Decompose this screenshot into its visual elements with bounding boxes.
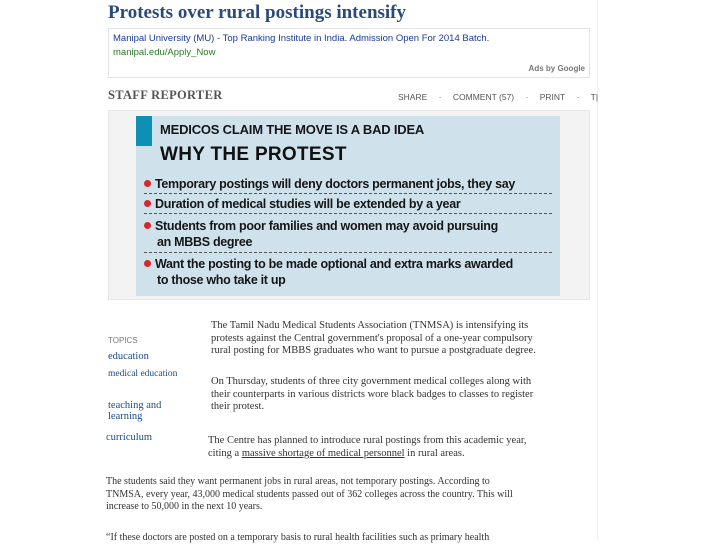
article-paragraph-partial: “If these doctors are posted on a temporary basis to rural health facilities such as primary health bbox=[106, 532, 490, 543]
infographic-title: WHY THE PROTEST bbox=[160, 144, 347, 165]
page-divider-line bbox=[597, 0, 598, 540]
article-headline: Protests over rural postings intensify bbox=[108, 2, 407, 23]
separator-dot: · bbox=[576, 92, 580, 102]
topic-link-education[interactable]: education bbox=[108, 351, 149, 362]
separator-dot: · bbox=[438, 92, 442, 102]
google-ad-banner[interactable] bbox=[108, 28, 590, 78]
protest-reason-item: Students from poor families and women may avoid pursuing an MBBS degree bbox=[144, 218, 554, 250]
dashed-separator bbox=[144, 213, 552, 214]
article-paragraph: The Centre has planned to introduce rural postings from this academic year, citing a massive shortage of medical personnel in rural areas. bbox=[208, 435, 527, 459]
share-link[interactable]: SHARE bbox=[398, 92, 428, 102]
inline-article-link[interactable]: massive shortage of medical personnel bbox=[241, 447, 405, 459]
topics-heading: TOPICS bbox=[108, 336, 138, 345]
separator-dot: · bbox=[525, 92, 529, 102]
topic-link-teaching-and-learning[interactable]: learning bbox=[108, 411, 143, 422]
dashed-separator bbox=[144, 193, 552, 194]
bullet-icon bbox=[144, 200, 151, 207]
article-paragraph: The students said they want permanent jobs in rural areas, not temporary postings. According to TNMSA, every year, 43,000 medical students passed out of 362 colleges across the country. This will increase to 50,000 in the next 10 years. bbox=[106, 476, 513, 513]
text-size-link[interactable]: T| bbox=[590, 92, 599, 102]
print-link[interactable]: PRINT bbox=[539, 92, 566, 102]
protest-reason-item: Temporary postings will deny doctors permanent jobs, they say bbox=[144, 176, 554, 192]
byline: STAFF REPORTER bbox=[108, 88, 223, 102]
article-paragraph: On Thursday, students of three city government medical colleges along with their counterparts in various districts wore black badges to classes to register their protest. bbox=[211, 376, 534, 413]
bullet-icon bbox=[144, 180, 151, 187]
infographic-accent-bar bbox=[136, 116, 152, 146]
topic-link-curriculum[interactable]: curriculum bbox=[106, 432, 153, 443]
bullet-icon bbox=[144, 222, 151, 229]
infographic-subtitle: MEDICOS CLAIM THE MOVE IS A BAD IDEA bbox=[160, 122, 425, 137]
ad-url-link[interactable]: manipal.edu/Apply_Now bbox=[113, 47, 216, 58]
ad-title-link[interactable]: Manipal University (MU) - Top Ranking Institute in India. Admission Open For 2014 Batch. bbox=[113, 33, 490, 44]
protest-reason-item: Duration of medical studies will be extended by a year bbox=[144, 196, 554, 212]
article-actions-bar bbox=[398, 92, 607, 102]
topic-link-teaching-and-learning[interactable]: teaching and bbox=[108, 400, 162, 411]
protest-reason-item: Want the posting to be made optional and extra marks awarded to those who take it up bbox=[144, 256, 554, 288]
infographic bbox=[136, 116, 560, 296]
topic-link-medical-education[interactable]: medical education bbox=[108, 369, 178, 379]
dashed-separator bbox=[144, 252, 552, 253]
article-paragraph: The Tamil Nadu Medical Students Association (TNMSA) is intensifying its protests against the Central government's proposal of a one-year compulsory rural posting for MBBS graduates who want to pursue a postgraduate degree. bbox=[211, 320, 536, 357]
comment-link[interactable]: COMMENT (57) bbox=[452, 92, 515, 102]
bullet-icon bbox=[144, 260, 151, 267]
ads-by-google-label[interactable]: Ads by Google bbox=[528, 64, 585, 73]
